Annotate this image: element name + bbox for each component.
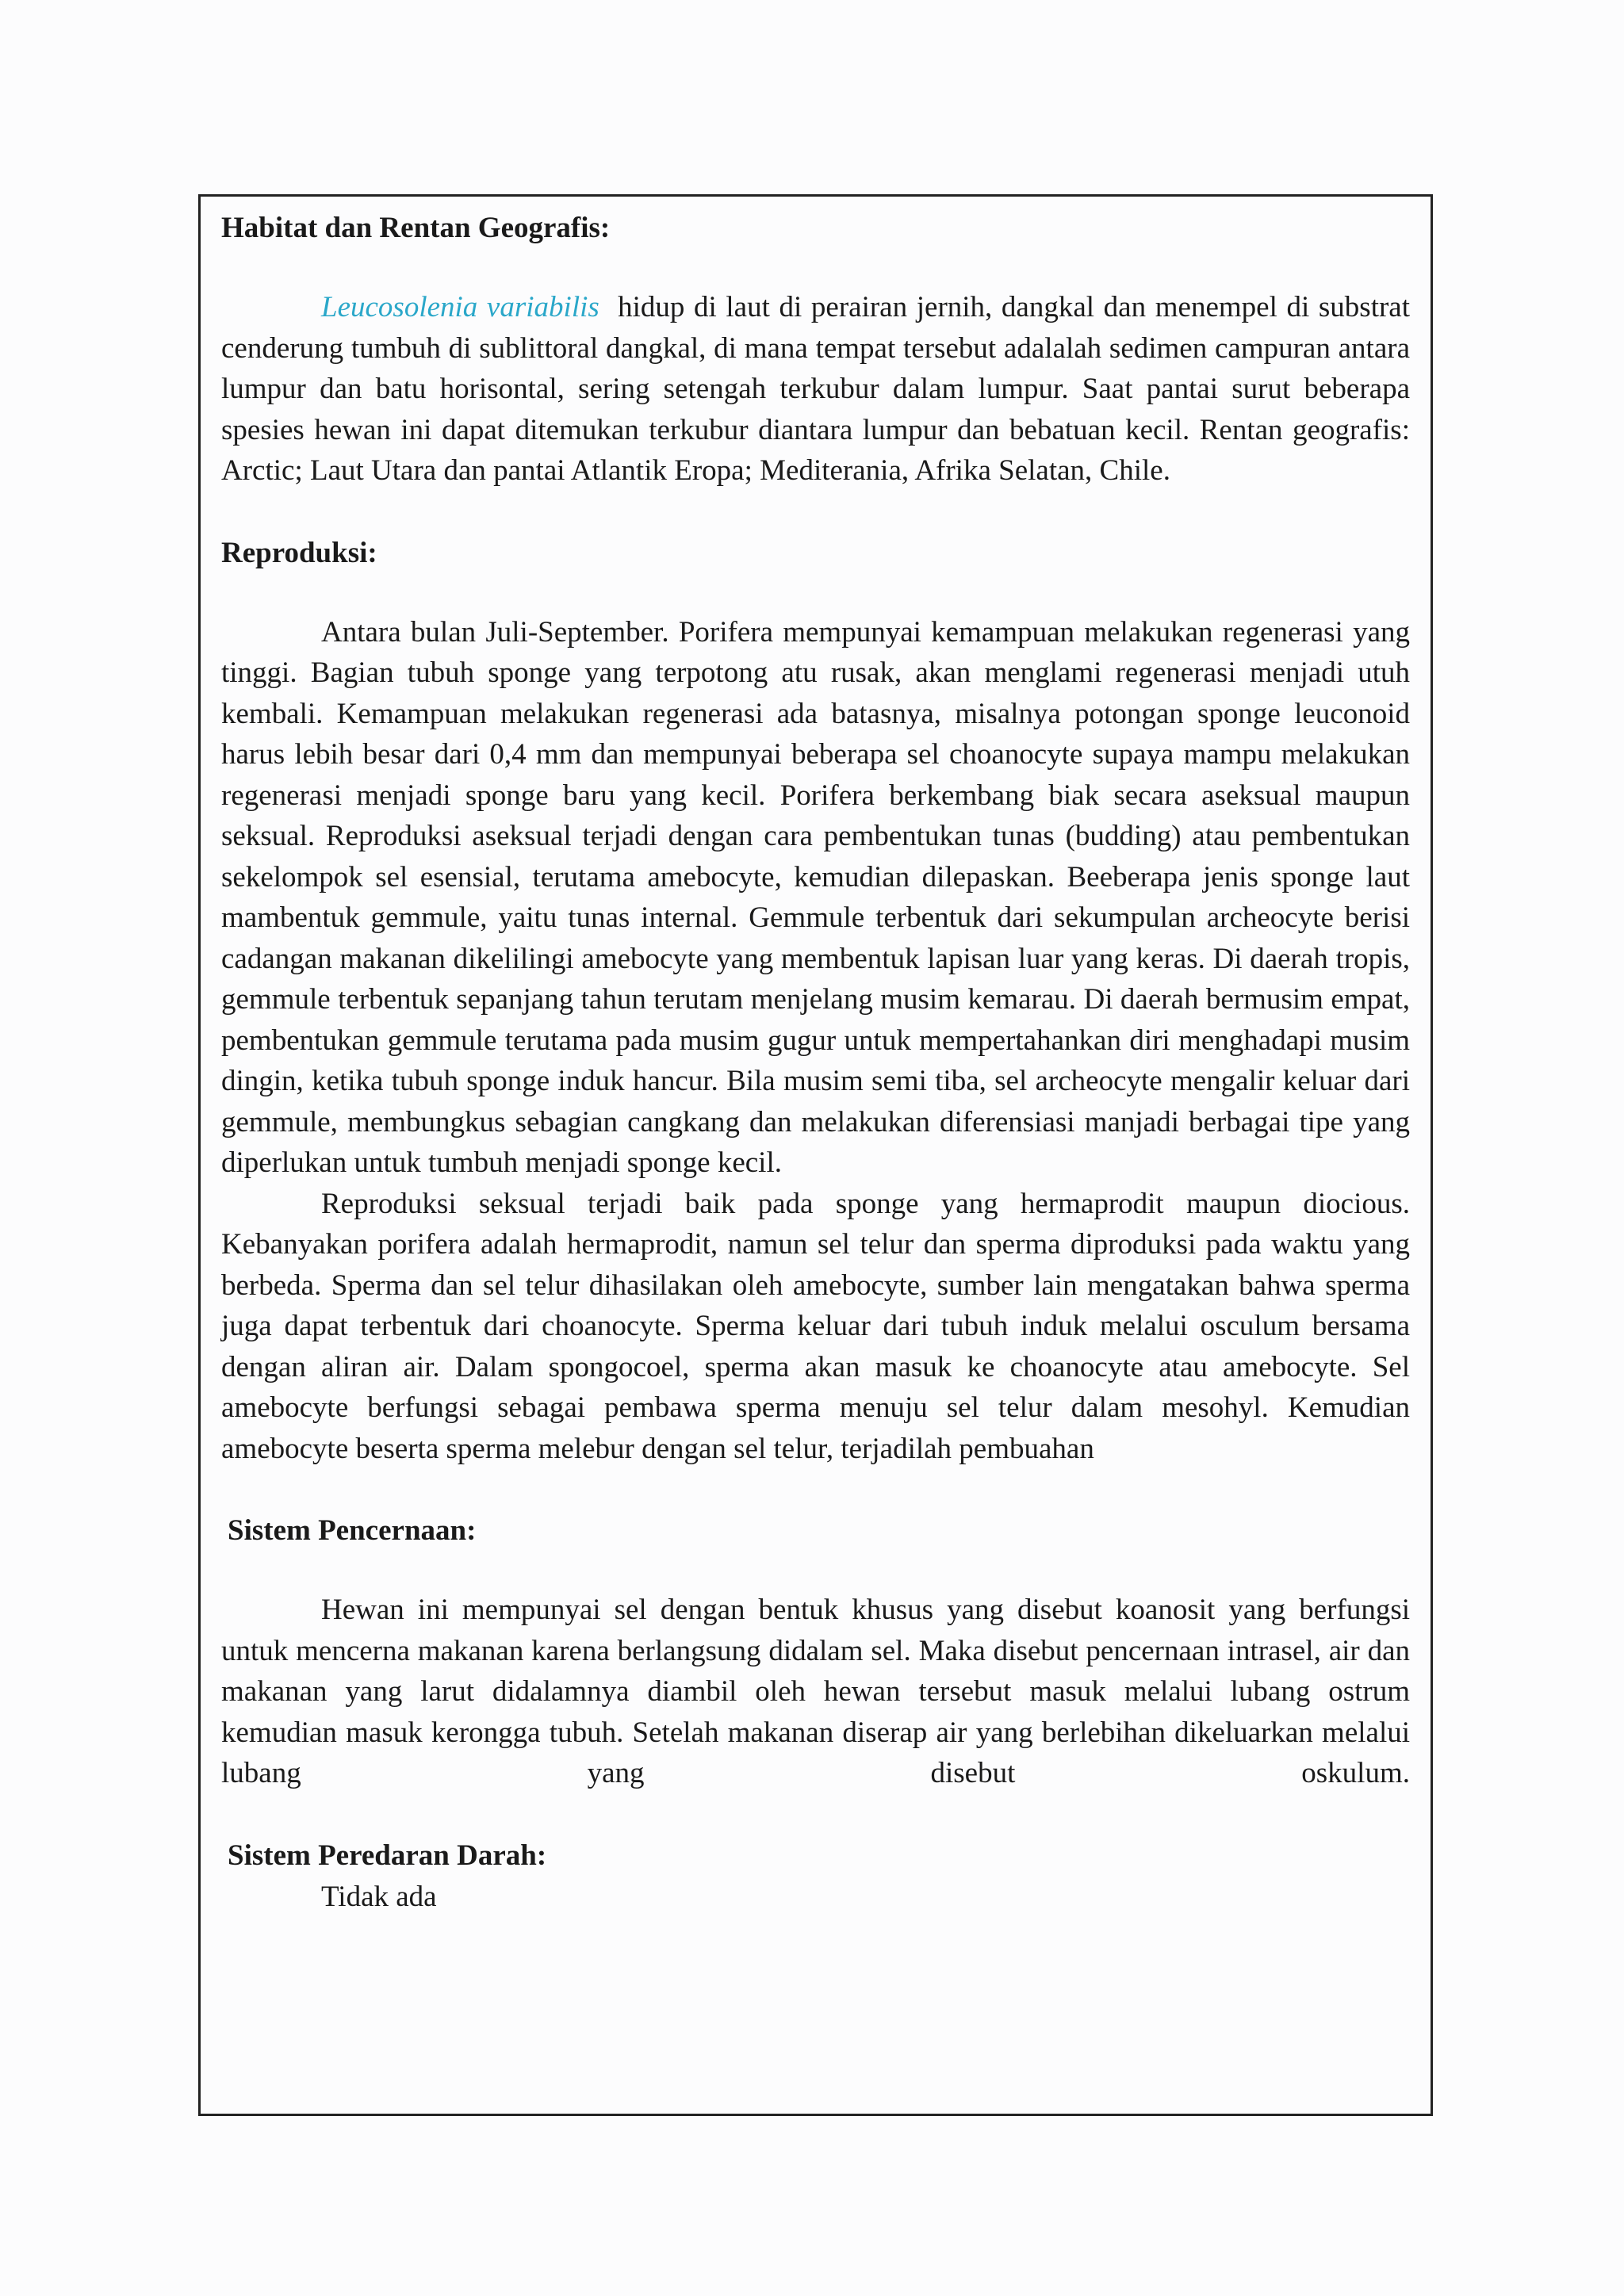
pencernaan-heading: Sistem Pencernaan:: [228, 1514, 477, 1547]
species-name: Leucosolenia variabilis: [321, 291, 599, 323]
habitat-heading: Habitat dan Rentan Geografis:: [221, 212, 611, 244]
content-frame: [198, 194, 1433, 2116]
peredaran-body: Tidak ada: [321, 1880, 437, 1913]
reproduksi-heading: Reproduksi:: [221, 536, 377, 569]
habitat-body: hidup di laut di perairan jernih, dangkal dan menempel di substrat cenderung tumbuh di sublittoral dangkal, di mana tempat tersebut adalalah sedimen campuran antara lumpur dan batu horisontal, sering setengah terkubur dalam lumpur. Saat pantai surut beberapa spesies hewan ini dapat ditemukan terkubur diantara lumpur dan bebatuan kecil. Rentan geografis: Arctic; Laut Utara dan pantai Atlantik Eropa; Mediterania, Afrika Selatan, Chile.: [221, 291, 1410, 487]
reproduksi-paragraph-2: Reproduksi seksual terjadi baik pada sponge yang hermaprodit maupun diocious. Kebanyakan porifera adalah hermaprodit, namun sel telur dan sperma diproduksi pada waktu yang berbeda. Sperma dan sel telur dihasilakan oleh amebocyte, sumber lain mengatakan bahwa sperma juga dapat terbentuk dari choanocyte. Sperma keluar dari tubuh induk melalui osculum bersama dengan aliran air. Dalam spongocoel, sperma akan masuk ke choanocyte atau amebocyte. Sel amebocyte berfungsi sebagai pembawa sperma menuju sel telur dalam mesohyl. Kemudian amebocyte beserta sperma melebur dengan sel telur, terjadilah pembuahan: [221, 1187, 1410, 1465]
habitat-paragraph: [221, 287, 1410, 492]
peredaran-heading: Sistem Peredaran Darah:: [228, 1839, 547, 1872]
pencernaan-paragraph: Hewan ini mempunyai sel dengan bentuk khusus yang disebut koanosit yang berfungsi untuk mencerna makanan karena berlangsung didalam sel. Maka disebut pencernaan intrasel, air dan makanan yang larut didalamnya diambil oleh hewan tersebut masuk melalui lubang ostrum kemudian masuk kerongga tubuh. Setelah makanan diserap air yang berlebihan dikeluarkan melalui lubang yang disebut oskulum.: [221, 1594, 1410, 1789]
reproduksi-paragraph-1: Antara bulan Juli-September. Porifera mempunyai kemampuan melakukan regenerasi yang tinggi. Bagian tubuh sponge yang terpotong atu rusak, akan menglami regenerasi menjadi utuh kembali. Kemampuan melakukan regenerasi ada batasnya, misalnya potongan sponge leuconoid harus lebih besar dari 0,4 mm dan mempunyai beberapa sel choanocyte supaya mampu melakukan regenerasi menjadi sponge baru yang kecil. Porifera berkembang biak secara aseksual maupun seksual. Reproduksi aseksual terjadi dengan cara pembentukan tunas (budding) atau pembentukan sekelompok sel esensial, terutama amebocyte, kemudian dilepaskan. Beeberapa jenis sponge laut mambentuk gemmule, yaitu tunas internal. Gemmule terbentuk dari sekumpulan archeocyte berisi cadangan makanan dikelilingi amebocyte yang membentuk lapisan luar yang keras. Di daerah tropis, gemmule terbentuk sepanjang tahun terutam menjelang musim kemarau. Di daerah bermusim empat, pembentukan gemmule terutama pada musim gugur untuk mempertahankan diri menghadapi musim dingin, ketika tubuh sponge induk hancur. Bila musim semi tiba, sel archeocyte mengalir keluar dari gemmule, membungkus sebagian cangkang dan melakukan diferensiasi manjadi berbagai tipe yang diperlukan untuk tumbuh menjadi sponge kecil.: [221, 615, 1410, 1179]
